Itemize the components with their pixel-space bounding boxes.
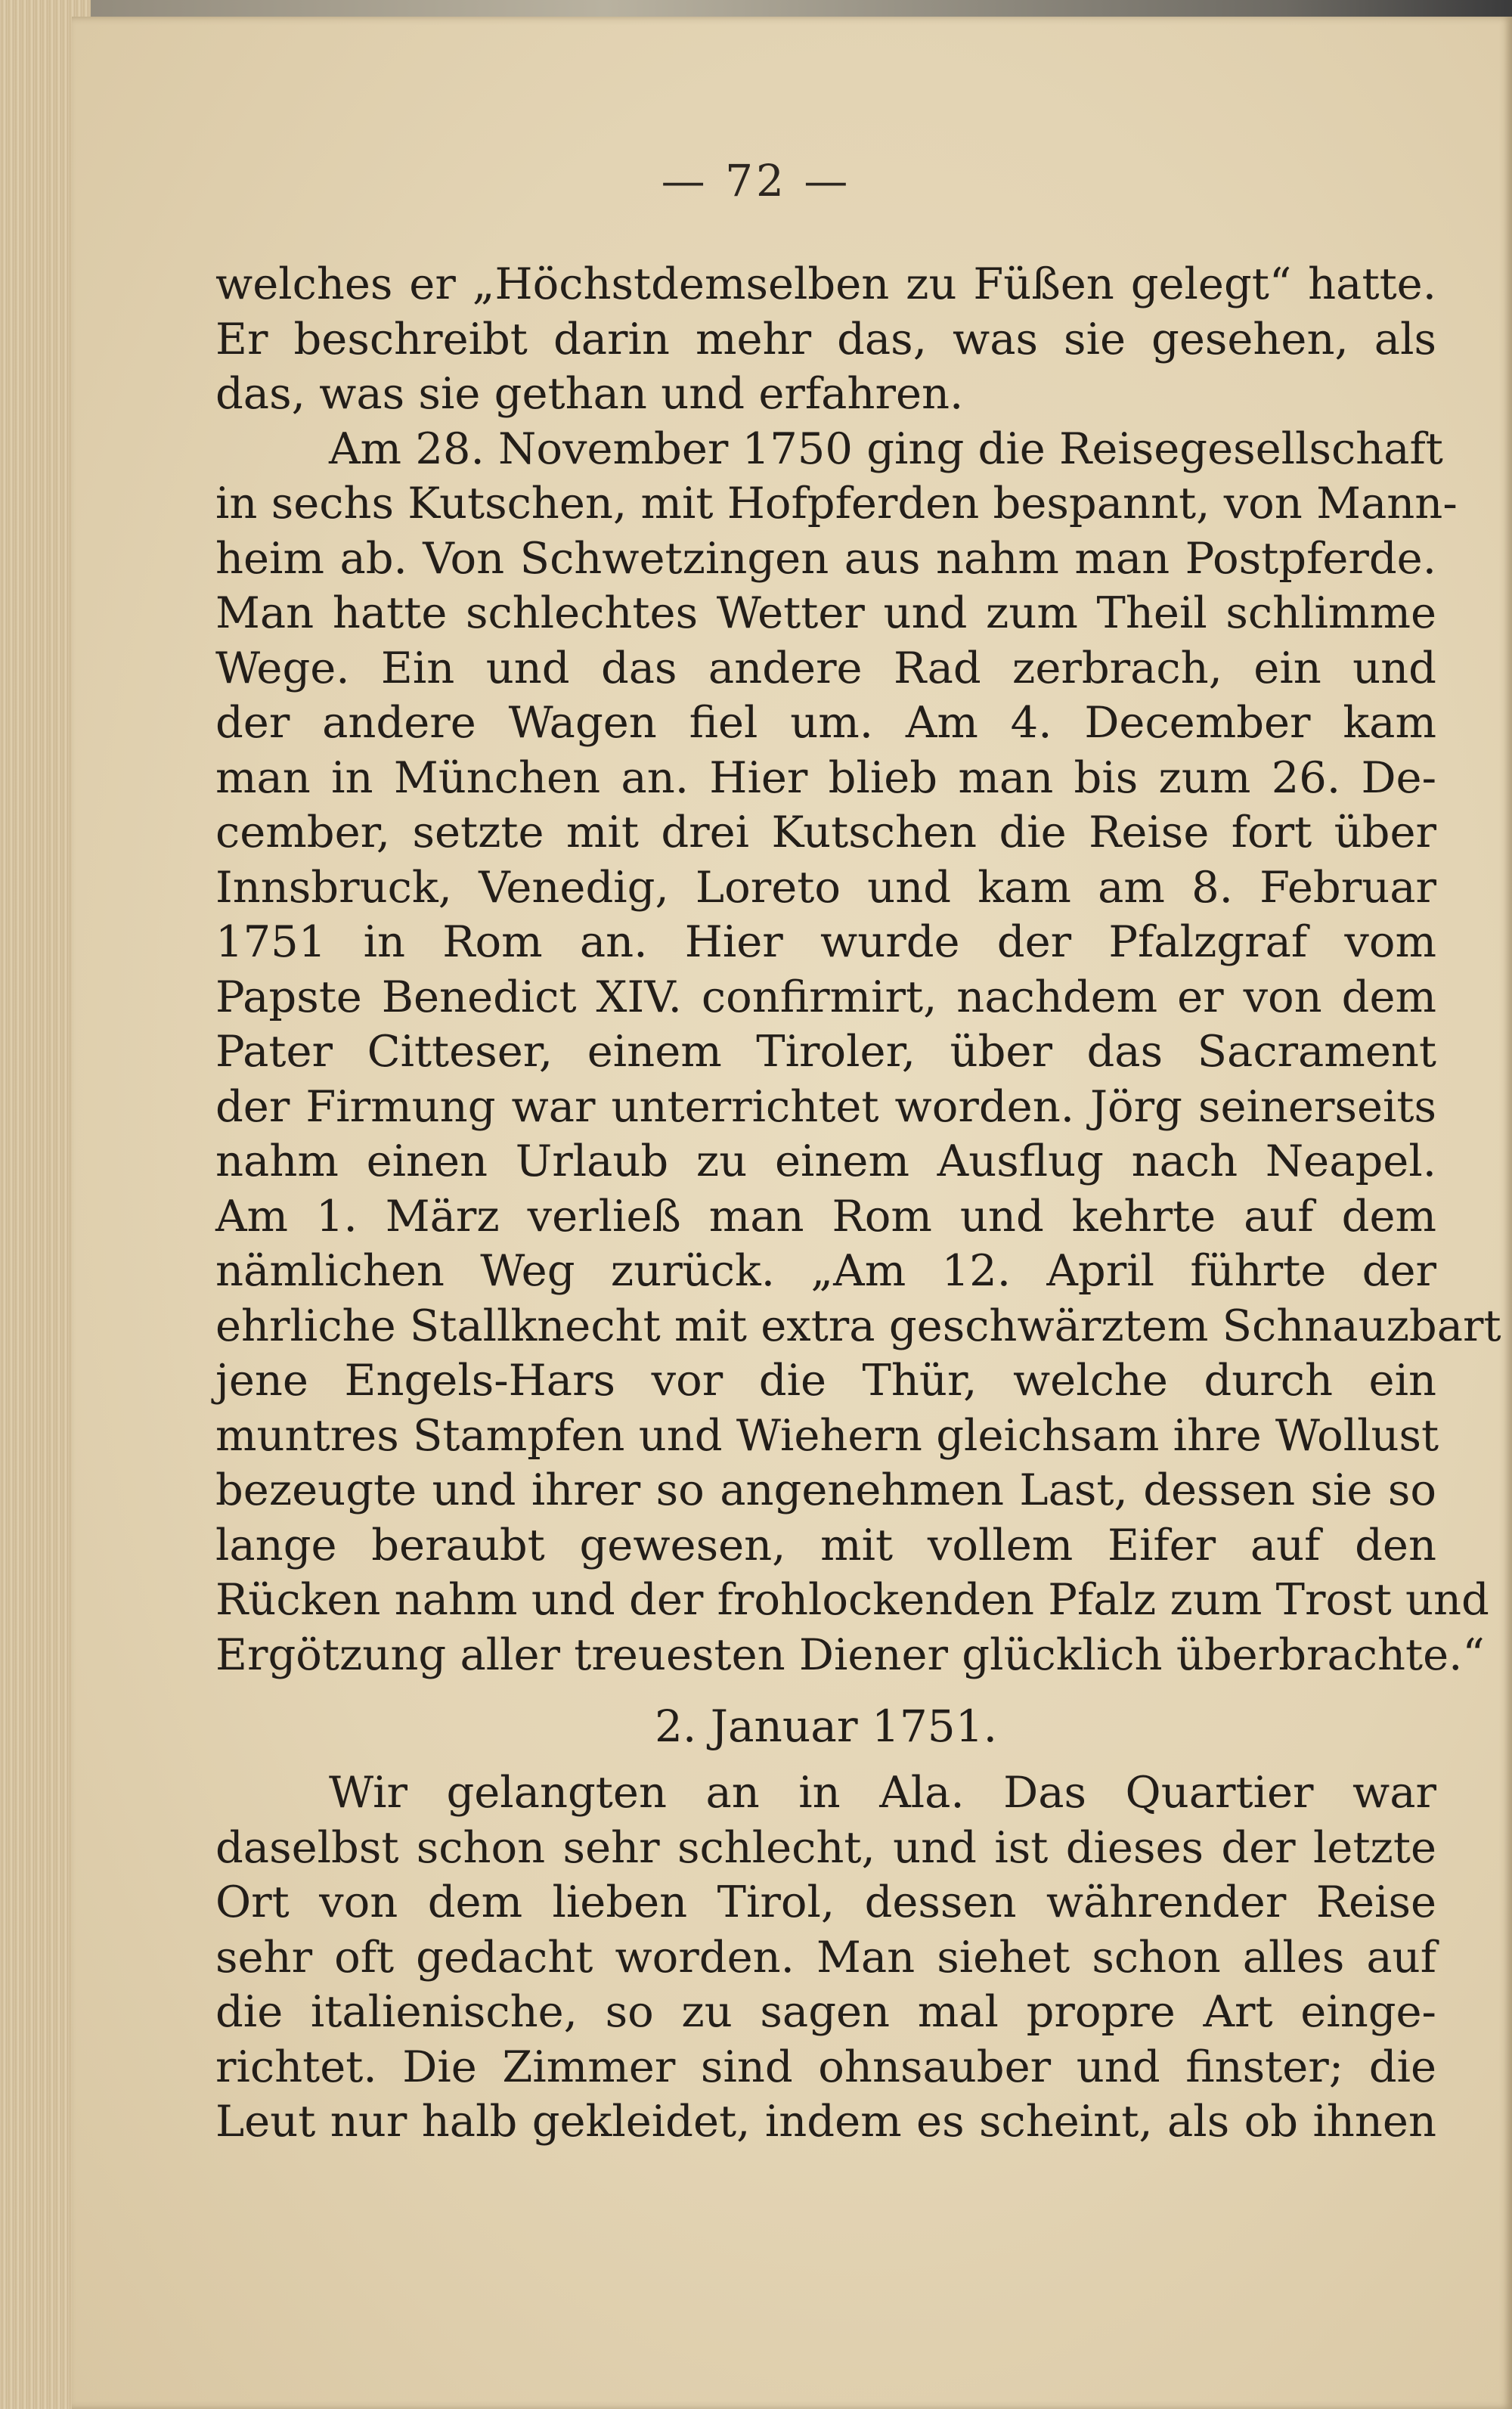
text-line: ehrliche Stallknecht mit extra geschwärztem Schnauzbart [215,1300,1501,1351]
text-line: Wege. Ein und das andere Rad zerbrach, ein und [215,642,1436,693]
text-line: jene Engels-Hars vor die Thür, welche durch ein [215,1355,1436,1406]
page-body [215,257,1501,2150]
text-line: muntres Stampfen und Wiehern gleichsam ihre Wollust [215,1409,1439,1461]
text-line: Man hatte schlechtes Wetter und zum Theil schlimme [215,588,1436,638]
text-line: Ort von dem lieben Tirol, dessen währender Reise [215,1877,1436,1927]
text-line: Leut nur halb gekleidet, indem es scheint, als ob ihnen [215,2096,1436,2147]
text-line: nämlichen Weg zurück. „Am 12. April führte der [215,1245,1436,1296]
text-line: Papste Benedict XIV. confirmirt, nachdem er von dem [215,971,1436,1022]
text-line: Rücken nahm und der frohlockenden Pfalz zum Trost und [215,1574,1489,1625]
paragraph-journey [215,422,1501,1683]
text-line: lange beraubt gewesen, mit vollem Eifer auf den [215,1519,1436,1570]
text-line: das, was sie gethan und erfahren. [215,368,964,419]
text-line: 1751 in Rom an. Hier wurde der Pfalzgraf vom [215,916,1436,967]
text-line: nahm einen Urlaub zu einem Ausflug nach Neapel. [215,1136,1436,1186]
paragraph-ala [215,1766,1436,2150]
paragraph-continued [215,257,1436,422]
text-line: die italienische, so zu sagen mal propre Art einge- [215,1986,1436,2037]
text-line: Wir gelangten an in Ala. Das Quartier war [329,1767,1436,1818]
text-line: Am 1. März verließ man Rom und kehrte auf dem [215,1190,1436,1242]
text-line: der andere Wagen fiel um. Am 4. December kam [215,697,1436,748]
text-line: Ergötzung aller treuesten Diener glücklich überbrachte.“ [215,1629,1485,1680]
text-line: bezeugte und ihrer so angenehmen Last, dessen sie so [215,1465,1436,1515]
section-heading: 2. Januar 1751. [654,1701,998,1752]
text-line: Am 28. November 1750 ging die Reisegesellschaft [329,423,1443,474]
text-line: daselbst schon sehr schlecht, und ist dieses der letzte [215,1821,1436,1873]
text-line: heim ab. Von Schwetzingen aus nahm man Postpferde. [215,532,1436,584]
text-line: Pater Citteser, einem Tiroler, über das Sacrament [215,1026,1436,1077]
text-line: Er beschreibt darin mehr das, was sie gesehen, als [215,313,1436,364]
text-line: der Firmung war unterrichtet worden. Jörg seinerseits [215,1080,1436,1132]
text-line: welches er „Höchstdemselben zu Füßen gelegt“ hatte. [215,259,1436,309]
text-line: in sechs Kutschen, mit Hofpferden bespannt, von Mann- [215,478,1458,529]
text-line: Innsbruck, Venedig, Loreto und kam am 8. Februar [215,861,1436,913]
page-number: — 72 — [661,155,851,206]
text-line: cember, setzte mit drei Kutschen die Reise fort über [215,807,1436,857]
text-line: richtet. Die Zimmer sind ohnsauber und finster; die [215,2041,1436,2092]
text-line: man in München an. Hier blieb man bis zum 26. De- [215,752,1436,803]
text-line: sehr oft gedacht worden. Man siehet schon alles auf [215,1931,1436,1983]
